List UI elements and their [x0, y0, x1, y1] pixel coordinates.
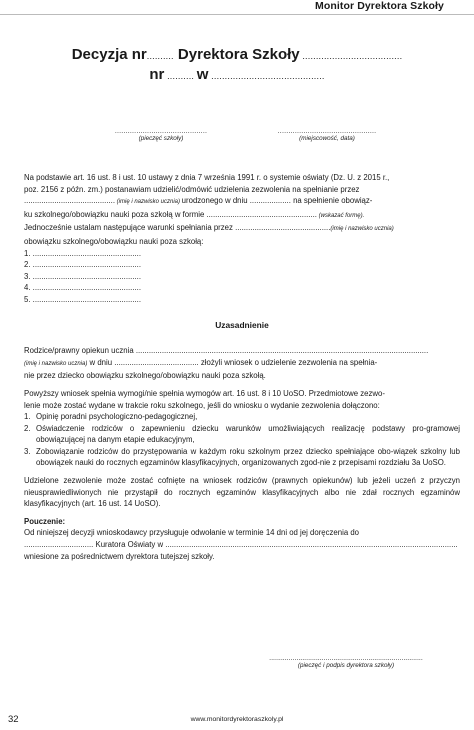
- conditions-student-caption: (imię i nazwisko ucznia): [330, 226, 394, 233]
- appeal-line-1: Od niniejszej decyzji wnioskodawcy przysługuje odwołanie w terminie 14 dni od jej doręczenia do: [24, 528, 360, 538]
- form-caption: (wskazać formę).: [316, 212, 365, 219]
- decision-title-line-2: [0, 66, 474, 83]
- decision-number-placeholder: ..........: [146, 51, 174, 61]
- page-number: 32: [8, 714, 19, 725]
- school-stamp-field: [96, 128, 226, 142]
- director-signature-field: [246, 655, 446, 669]
- list-item: 2. ..................................................: [24, 260, 141, 270]
- curator-location-dots: .......................................................................................................................................: [165, 540, 458, 550]
- list-item-text: Oświadczenie rodziców o zapewnieniu dziecku warunków umożliwiających realizację podstawy pro-gramowej obowiązującej na danym etapie edukacyjnym,: [36, 423, 460, 445]
- parents-student-caption: (imię i nazwisko ucznia): [24, 360, 88, 367]
- obligation-text: na spełnienie obowiąz-: [290, 196, 373, 206]
- parents-label: Rodzice/prawny opiekun ucznia: [24, 346, 136, 356]
- birth-date-dots: ...................: [249, 196, 291, 206]
- legal-basis-line-2: poz. 2156 z późn. zm.) postanawiam udzielić/odmówić udzielenia zezwolenia na spełnianie przez: [24, 184, 360, 194]
- conditions-intro-line: [24, 222, 460, 236]
- director-signature-caption: (pieczęć i podpis dyrektora szkoły): [297, 662, 395, 669]
- date-label: w dniu: [87, 357, 115, 367]
- list-item: 4. ..................................................: [24, 283, 141, 293]
- school-number-placeholder: ..........: [164, 71, 197, 81]
- parents-dots: .......................................................................................................................................: [135, 346, 429, 356]
- student-name-caption: (imię i nazwisko ucznia): [114, 199, 182, 206]
- application-date-line: [24, 357, 460, 371]
- list-item: 3. ..................................................: [24, 271, 141, 281]
- list-item: 1. ..................................................: [24, 248, 141, 258]
- document-body: [24, 172, 460, 562]
- footer-url: www.monitordyrektoraszkoly.pl: [190, 716, 284, 723]
- student-line: [24, 195, 460, 209]
- instruction-heading: Pouczenie:: [24, 516, 66, 526]
- list-item: [24, 411, 460, 423]
- conditions-intro-line-2: obowiązku szkolnego/obowiązku nauki poza szkołą:: [24, 236, 204, 246]
- conditions-intro-label: Jednocześnie ustalam następujące warunki spełniania przez: [24, 223, 236, 233]
- header-band: [0, 0, 474, 15]
- school-stamp-caption: (pieczęć szkoły): [138, 135, 184, 142]
- in-label: w: [196, 66, 209, 83]
- director-label: Dyrektora Szkoły: [173, 46, 300, 63]
- requirements-list: [24, 411, 460, 469]
- list-item: [24, 423, 460, 446]
- appeal-line-2: [24, 539, 460, 551]
- conditions-list: [24, 248, 460, 306]
- curator-label: Kuratora Oświaty w: [93, 540, 166, 550]
- form-dots: ...................................................: [206, 209, 317, 219]
- requirements-intro-line-1: Powyższy wniosek spełnia wymogi/nie spełnia wymogów art. 16 ust. 8 i 10 UoSO. Przedmiotowe zezwo-: [24, 388, 385, 398]
- conditions-student-dots: ............................................: [235, 223, 331, 233]
- decision-title-line-1: [0, 46, 474, 63]
- list-item-number: 1.: [24, 412, 31, 422]
- form-label: ku szkolnego/obowiązku nauki poza szkołą w formie: [24, 209, 207, 219]
- list-item-text: Zobowiązanie rodziców do przystępowania w każdym roku szkolnym przez dziecko spełniające obo-wiązek szkolny lub obowiązek nauki do rocznych egzaminów klasyfikacyjnych, organizowanych zgod-nie z przepisami rozdziału 3a UoSO.: [36, 446, 460, 468]
- place-date-dots: ..............................................: [277, 128, 377, 135]
- form-line: [24, 209, 460, 223]
- number-label: nr: [149, 66, 165, 83]
- application-line-3: nie przez dziecko obowiązku szkolnego/obowiązku nauki poza szkołą.: [24, 371, 266, 381]
- justification-heading: Uzasadnienie: [215, 319, 269, 330]
- parents-line: [24, 345, 460, 357]
- header-title: Monitor Dyrektora Szkoły: [314, 0, 444, 12]
- location-placeholder: ..........................................: [208, 71, 325, 81]
- application-text: złożyli wniosek o udzielenie zezwolenia na spełnia-: [198, 357, 378, 367]
- place-date-caption: (miejscowość, data): [299, 135, 355, 142]
- list-item-text: Opinię poradni psychologiczno-pedagogicznej,: [36, 412, 198, 422]
- legal-basis-line-1: Na podstawie art. 16 ust. 8 i ust. 10 ustawy z dnia 7 września 1991 r. o systemie oświaty (Dz. U. z 2015 r.,: [24, 173, 390, 182]
- requirements-intro-line-2: lenie może zostać wydane w trakcie roku szkolnego, jeśli do wniosku o wydanie zezwolenia dołączono:: [24, 400, 380, 410]
- list-item-number: 3.: [24, 446, 31, 456]
- list-item: [24, 446, 460, 469]
- list-item: 5. ..................................................: [24, 294, 141, 304]
- revocation-paragraph: Udzielone zezwolenie może zostać cofnięte na wniosek rodziców (prawnych opiekunów) lub jeżeli uczeń z przyczyn nieusprawiedliwionych nie przystąpił do rocznych egzaminów klasyfikacyjnych albo nie zdał rocznych egzaminów klasyfikacyjnych (art. 16 ust. 14 UoSO).: [24, 476, 460, 509]
- appeal-line-3: wniesione za pośrednictwem dyrektora tutejszej szkoły.: [24, 551, 215, 561]
- born-label: urodzonego w dniu: [181, 196, 250, 206]
- place-date-field: [252, 128, 402, 142]
- student-name-dots: ..........................................: [24, 196, 115, 206]
- school-stamp-dots: ...........................................: [114, 128, 208, 135]
- school-name-placeholder: .....................................: [299, 51, 403, 61]
- director-signature-dots: ...............................................................................: [269, 655, 423, 662]
- list-item-number: 2.: [24, 423, 31, 433]
- decision-label: Decyzja nr: [71, 46, 147, 63]
- application-date-dots: .......................................: [114, 357, 199, 367]
- curator-dots: ................................: [24, 540, 94, 550]
